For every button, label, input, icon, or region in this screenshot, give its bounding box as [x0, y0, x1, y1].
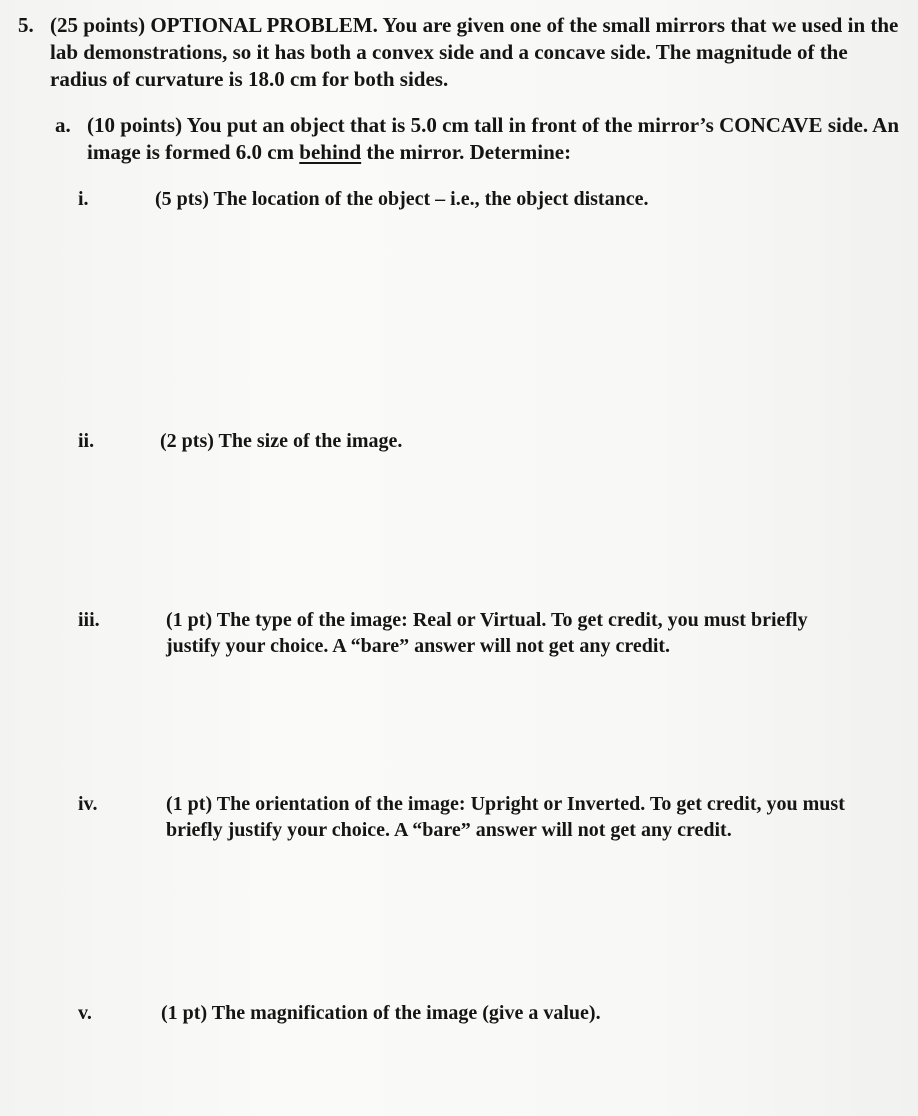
- subpart-i-label: i.: [78, 188, 89, 210]
- part-a-label: a.: [55, 113, 71, 137]
- subpart-iii-label: iii.: [78, 609, 100, 631]
- part-a-text-after: the mirror. Determine:: [361, 140, 572, 164]
- subpart-i-text: (5 pts) The location of the object – i.e., the object distance.: [155, 188, 649, 210]
- part-a: [55, 112, 910, 166]
- part-a-emphasis: behind: [299, 140, 362, 164]
- subpart-iii-text: (1 pt) The type of the image: Real or Virtual. To get credit, you must briefly justify your choice. A “bare” answer will not get any credit.: [166, 609, 808, 657]
- subpart-v-label: v.: [78, 1002, 92, 1024]
- part-a-text-before: (10 points) You put an object that is 5.0 cm tall in front of the mirror’s CONCAVE side. An image is formed 6.0 cm: [87, 113, 900, 164]
- subpart-ii-label: ii.: [78, 430, 95, 452]
- problem-text: (25 points) OPTIONAL PROBLEM. You are given one of the small mirrors that we used in the lab demonstrations, so it has both a convex side and a concave side. The magnitude of the radius of curvature is 18.0 cm for both sides.: [50, 13, 899, 91]
- subpart-iv-label: iv.: [78, 793, 98, 815]
- subpart-ii-text: (2 pts) The size of the image.: [160, 430, 403, 452]
- part-a-text: [87, 112, 910, 166]
- problem-statement: [18, 12, 908, 93]
- problem-number: 5.: [18, 13, 34, 37]
- subpart-v-text: (1 pt) The magnification of the image (give a value).: [161, 1002, 601, 1024]
- subpart-iv-text: (1 pt) The orientation of the image: Upright or Inverted. To get credit, you must briefly justify your choice. A “bare” answer will not get any credit.: [166, 793, 845, 841]
